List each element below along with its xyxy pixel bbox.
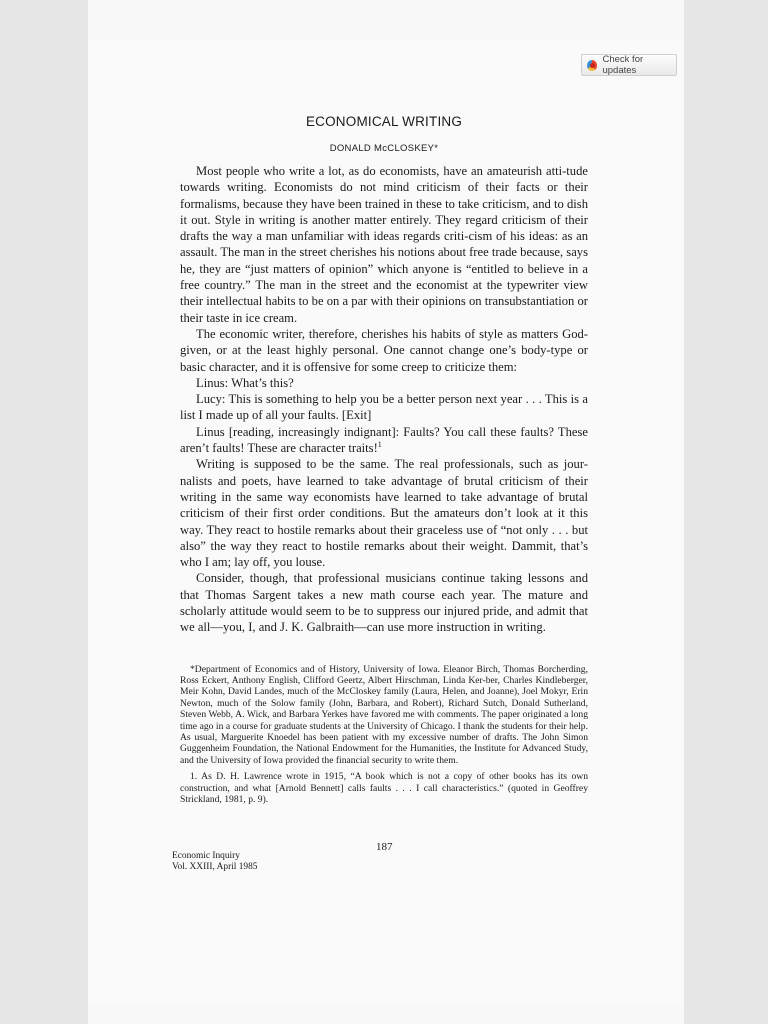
journal-name: Economic Inquiry xyxy=(172,851,240,861)
article xyxy=(180,110,588,810)
journal-volume: Vol. XXIII, April 1985 xyxy=(172,861,258,872)
article-title: ECONOMICAL WRITING xyxy=(305,114,463,129)
body-paragraph: The economic writer, therefore, cherishes his habits of style as matters God-given, or at the least highly personal. One cannot change one’s body-type or basic character, and it is offensive for some creep to criticize them: xyxy=(180,326,588,374)
footnotes xyxy=(180,664,588,806)
check-for-updates-label: Check for updates xyxy=(602,54,644,76)
dialog-line: Lucy: This is something to help you be a better person next year . . . This is a list I made up of all your faults. [Exit] xyxy=(180,392,588,423)
page-number: 187 xyxy=(376,841,393,853)
journal-info xyxy=(172,851,258,872)
dialog-line xyxy=(180,424,588,457)
article-author: DONALD McCLOSKEY* xyxy=(329,143,439,154)
footnote-1: 1. As D. H. Lawrence wrote in 1915, “A book which is not a copy of other books has its own construction, and what [Arnold Bennett] calls faults . . . I call characteristics.” (quoted in Geoffrey Strickland, 1981, p. 9). xyxy=(180,771,588,806)
footnote-affiliation: *Department of Economics and of History, University of Iowa. Eleanor Birch, Thomas Borcherding, Ross Eckert, Anthony English, Clifford Geertz, Albert Hirschman, Linda Ker-ber, Charles Kindleberger, Meir Kohn, David Landes, much of the McCloskey family (Laura, Helen, and Joanne), Joel Mokyr, Erin Newton, much of the Solow family (John, Barbara, and Robert), Richard Sutch, Donald Sutherland, Steven Webb, A. Wick, and Barbara Yerkes have favored me with comments. The paper originated a long time ago in a course for graduate students at the University of Chicago. I thank the students for their help. As usual, Marguerite Knoedel has been patient with my excessive number of drafts. The John Simon Guggenheim Foundation, the National Endowment for the Humanities, the Institute for Advanced Study, and the University of Iowa provided the financial security to write them. xyxy=(180,663,588,766)
dialog-text: Linus [reading, increasingly indignant]: Faults? You call these faults? These aren’t faults! These are character traits! xyxy=(180,424,588,456)
article-body xyxy=(180,163,588,636)
check-for-updates-button[interactable] xyxy=(581,54,677,76)
body-paragraph: Consider, though, that professional musicians continue taking lessons and that Thomas Sargent takes a new math course each year. The mature and scholarly attitude would seem to be to suppress our injured pride, and admit that we all—you, I, and J. K. Galbraith—can use more instruction in writing. xyxy=(180,571,588,635)
crossmark-icon xyxy=(587,60,597,71)
dialog-line: Linus: What’s this? xyxy=(196,375,294,390)
body-paragraph: Writing is supposed to be the same. The real professionals, such as jour-nalists and poets, have learned to take advantage of brutal criticism of their writing in the same way economists have learned to take advantage of brutal criticism of their first order conditions. But the amateurs don’t look at it this way. They react to hostile remarks about their graceless use of “not only . . . but also” the way they react to hostile remarks about their weight. Dammit, that’s who I am; lay off, you louse. xyxy=(180,457,588,570)
footnote-marker[interactable]: 1 xyxy=(377,439,382,449)
body-paragraph: Most people who write a lot, as do economists, have an amateurish atti-tude towards writing. Economists do not mind criticism of their facts or their formalisms, because they have been trained in these to take criticism, and to dish it out. Style in writing is another matter entirely. They regard criticism of their drafts the way a man unfamiliar with ideas regards criti-cism of his ideas: as an assault. The man in the street cherishes his notions about free trade because, says he, they are “just matters of opinion” which anyone is “entitled to believe in a free country.” The man in the street and the economist at the typewriter view their intellectual habits to be on a par with their opinions on transubstantiation or their taste in ice cream. xyxy=(180,164,588,325)
